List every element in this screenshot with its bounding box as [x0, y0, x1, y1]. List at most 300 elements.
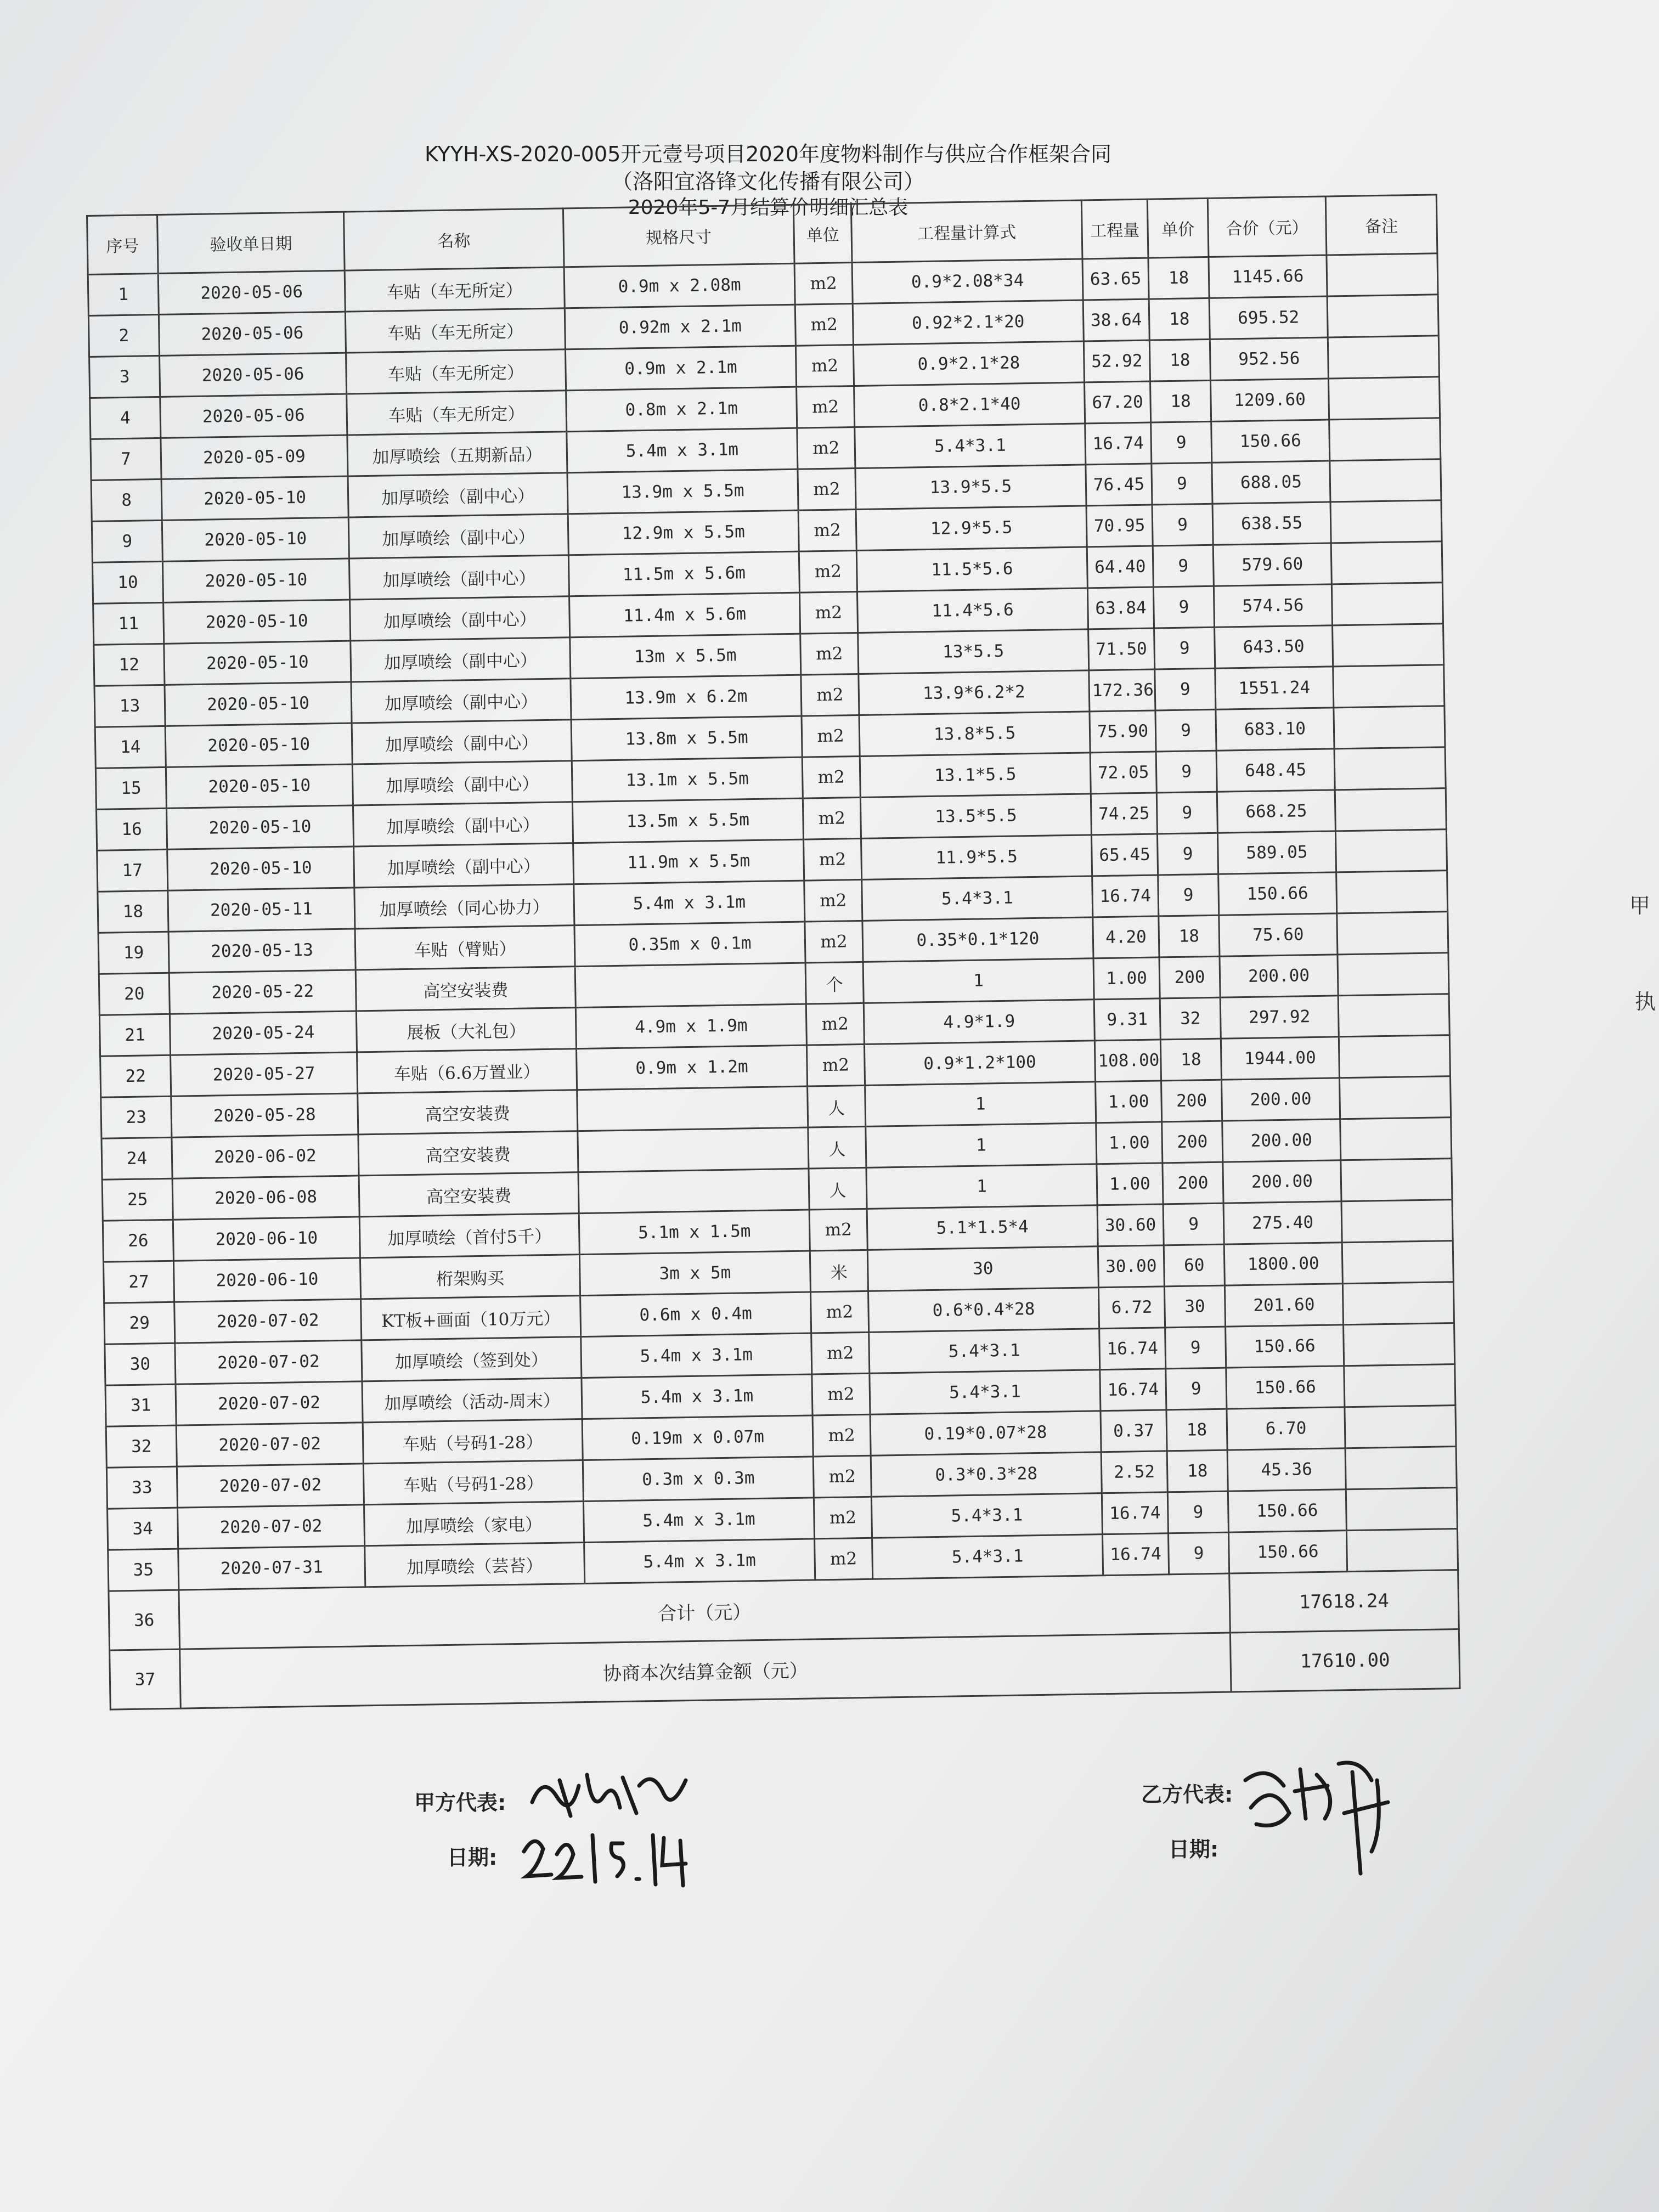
cell-date: 2020-05-10	[162, 517, 349, 561]
cell-date: 2020-05-13	[168, 929, 356, 973]
cell-formula: 0.19*0.07*28	[870, 1411, 1101, 1456]
cell-price: 9	[1152, 504, 1213, 546]
cell-spec: 5.4m x 3.1m	[584, 1539, 815, 1584]
header-no: 序号	[87, 215, 159, 274]
cell-remark	[1340, 1118, 1452, 1160]
cell-remark	[1344, 1364, 1455, 1407]
cell-price: 18	[1149, 298, 1210, 340]
cell-name: 车贴（6.6万置业）	[357, 1049, 577, 1093]
cell-unit: m2	[795, 345, 854, 387]
cell-unit: m2	[794, 263, 853, 305]
cell-spec: 0.3m x 0.3m	[583, 1457, 814, 1502]
cell-formula: 5.4*3.1	[871, 1493, 1102, 1538]
cell-date: 2020-05-11	[168, 888, 355, 932]
cell-remark	[1345, 1447, 1457, 1489]
cell-amount: 200.00	[1222, 1078, 1340, 1121]
cell-no: 21	[99, 1014, 170, 1056]
cell-remark	[1342, 1282, 1454, 1325]
cell-spec: 0.8m x 2.1m	[566, 387, 797, 432]
cell-qty: 65.45	[1091, 834, 1158, 876]
cell-spec: 0.35m x 0.1m	[574, 922, 805, 967]
header-formula: 工程量计算式	[851, 200, 1082, 263]
cell-qty: 16.74	[1085, 422, 1152, 465]
table-body	[88, 253, 1458, 1591]
cell-qty: 71.50	[1088, 628, 1155, 670]
cell-no: 3	[89, 356, 160, 398]
cell-name: 加厚喷绘（签到处）	[362, 1337, 582, 1381]
cell-spec	[577, 1086, 808, 1131]
cell-remark	[1335, 788, 1446, 831]
cell-name: 车贴（车无所定）	[346, 349, 566, 394]
cell-name: 高空安装费	[359, 1172, 579, 1217]
cell-spec	[578, 1169, 809, 1214]
cell-date: 2020-07-31	[178, 1546, 365, 1590]
cell-amount: 1209.60	[1210, 379, 1329, 421]
cell-price: 18	[1149, 339, 1210, 381]
cell-spec: 4.9m x 1.9m	[575, 1004, 806, 1049]
cell-formula: 0.9*2.1*28	[853, 341, 1084, 386]
cell-amount: 200.00	[1222, 1119, 1341, 1162]
cell-qty: 2.52	[1101, 1451, 1167, 1493]
cell-qty: 72.05	[1090, 752, 1156, 794]
cell-date: 2020-05-06	[158, 270, 345, 314]
cell-no: 16	[97, 808, 167, 850]
cell-no: 11	[93, 602, 164, 645]
cell-unit: m2	[798, 510, 856, 552]
cell-remark	[1339, 1035, 1450, 1078]
cell-price: 18	[1150, 380, 1211, 422]
margin-char-1: 甲	[1629, 894, 1651, 918]
cell-spec: 0.92m x 2.1m	[565, 304, 795, 349]
cell-price: 32	[1160, 997, 1221, 1040]
cell-unit: m2	[805, 921, 863, 963]
cell-formula: 13.1*5.5	[860, 753, 1091, 798]
cell-date: 2020-05-10	[164, 641, 351, 685]
header-unit: 单位	[793, 204, 852, 264]
cell-formula: 12.9*5.5	[856, 506, 1087, 551]
cell-price: 18	[1159, 915, 1220, 957]
cell-price: 200	[1162, 1121, 1223, 1163]
party-a-date-label: 日期:	[447, 1846, 498, 1870]
cell-amount: 150.66	[1218, 872, 1337, 915]
cell-price: 18	[1167, 1450, 1228, 1492]
cell-remark	[1333, 665, 1444, 708]
cell-no: 14	[95, 726, 166, 768]
cell-amount: 6.70	[1227, 1407, 1345, 1450]
party-b-signature	[1234, 1747, 1399, 1879]
cell-spec: 5.4m x 3.1m	[574, 881, 805, 926]
cell-formula: 0.6*0.4*28	[868, 1288, 1099, 1333]
cell-no: 9	[92, 520, 162, 562]
cell-name: 车贴（号码1-28）	[363, 1460, 583, 1505]
cell-formula: 0.9*1.2*100	[864, 1041, 1095, 1086]
cell-price: 9	[1158, 874, 1219, 916]
cell-spec: 5.4m x 3.1m	[567, 428, 798, 473]
cell-qty: 74.25	[1091, 793, 1157, 835]
cell-date: 2020-05-10	[162, 558, 349, 602]
cell-no: 24	[101, 1137, 172, 1180]
cell-spec: 13m x 5.5m	[570, 634, 801, 679]
cell-qty: 0.37	[1101, 1410, 1167, 1452]
company-name: （洛阳宜洛锋文化传播有限公司）	[611, 170, 924, 194]
cell-no: 26	[103, 1220, 173, 1262]
cell-name: 加厚喷绘（副中心）	[351, 637, 571, 682]
cell-name: KT板+画面（10万元）	[361, 1296, 581, 1340]
total-value: 17618.24	[1229, 1570, 1459, 1633]
cell-name: 加厚喷绘（同心协力）	[354, 884, 574, 929]
cell-name: 高空安装费	[358, 1131, 578, 1176]
cell-name: 加厚喷绘（副中心）	[350, 596, 570, 641]
cell-unit: m2	[802, 715, 860, 757]
cell-qty: 108.00	[1094, 1040, 1161, 1082]
cell-unit: m2	[806, 1044, 865, 1086]
cell-no: 18	[98, 890, 168, 933]
cell-price: 18	[1148, 257, 1209, 299]
cell-spec: 11.5m x 5.6m	[568, 551, 799, 596]
cell-amount: 200.00	[1220, 955, 1338, 997]
cell-no: 30	[105, 1343, 176, 1385]
cell-name: 加厚喷绘（副中心）	[349, 555, 569, 600]
cell-spec: 11.4m x 5.6m	[569, 592, 800, 637]
margin-char-2: 执	[1635, 990, 1656, 1014]
cell-remark	[1344, 1323, 1455, 1366]
cell-spec: 0.19m x 0.07m	[582, 1415, 813, 1460]
cell-amount: 201.60	[1224, 1284, 1343, 1327]
cell-date: 2020-07-02	[177, 1464, 364, 1508]
cell-date: 2020-06-10	[173, 1217, 360, 1261]
settlement-row-number: 37	[110, 1649, 181, 1709]
document-title: KYYH-XS-2020-005开元壹号项目2020年度物料制作与供应合作框架合同	[425, 142, 1111, 166]
cell-remark	[1328, 377, 1440, 420]
cell-remark	[1341, 1159, 1452, 1201]
cell-amount: 150.66	[1226, 1366, 1345, 1409]
cell-amount: 75.60	[1219, 913, 1338, 956]
cell-formula: 5.4*3.1	[855, 424, 1086, 469]
cell-spec: 13.9m x 5.5m	[567, 469, 798, 514]
cell-price: 9	[1155, 709, 1216, 752]
cell-price: 9	[1153, 545, 1214, 587]
cell-date: 2020-05-10	[166, 764, 353, 808]
cell-unit: m2	[813, 1455, 871, 1498]
cell-name: 加厚喷绘（副中心）	[351, 679, 571, 723]
party-a-label: 甲方代表:	[414, 1791, 506, 1815]
cell-no: 32	[106, 1425, 177, 1468]
cell-formula: 13.5*5.5	[860, 794, 1091, 839]
cell-price: 9	[1163, 1203, 1224, 1245]
cell-spec: 13.8m x 5.5m	[571, 716, 802, 761]
cell-date: 2020-05-06	[160, 353, 347, 397]
cell-name: 加厚喷绘（副中心）	[348, 473, 568, 517]
cell-amount: 643.50	[1215, 625, 1333, 668]
cell-formula: 5.4*3.1	[862, 876, 1093, 921]
cell-price: 9	[1166, 1368, 1227, 1410]
cell-qty: 1.00	[1096, 1081, 1162, 1123]
cell-amount: 150.66	[1228, 1489, 1346, 1532]
cell-formula: 5.4*3.1	[869, 1329, 1100, 1374]
cell-remark	[1337, 912, 1448, 955]
cell-no: 31	[105, 1384, 176, 1426]
cell-qty: 76.45	[1086, 464, 1152, 506]
cell-date: 2020-07-02	[178, 1505, 365, 1549]
cell-no: 34	[108, 1508, 178, 1550]
cell-no: 22	[100, 1055, 171, 1097]
cell-amount: 579.60	[1213, 543, 1331, 586]
cell-name: 加厚喷绘（副中心）	[354, 843, 574, 888]
cell-name: 车贴（号码1-28）	[363, 1419, 583, 1464]
cell-qty: 1.00	[1093, 957, 1160, 1000]
cell-amount: 275.40	[1223, 1201, 1342, 1244]
cell-name: 加厚喷绘（家电）	[364, 1502, 584, 1546]
cell-formula: 1	[865, 1082, 1096, 1127]
cell-amount: 648.45	[1216, 749, 1335, 792]
cell-formula: 11.5*5.6	[856, 547, 1087, 592]
cell-unit: m2	[809, 1209, 867, 1251]
party-a-date-handwritten	[518, 1824, 694, 1890]
cell-price: 18	[1166, 1409, 1227, 1451]
cell-date: 2020-05-10	[165, 723, 352, 767]
cell-formula: 13*5.5	[858, 629, 1089, 674]
cell-date: 2020-05-10	[163, 600, 351, 644]
cell-price: 9	[1157, 833, 1218, 875]
cell-qty: 16.74	[1099, 1328, 1166, 1370]
cell-price: 9	[1154, 627, 1215, 669]
cell-spec: 5.4m x 3.1m	[581, 1333, 812, 1378]
cell-qty: 1.00	[1097, 1163, 1163, 1205]
cell-amount: 1944.00	[1221, 1037, 1339, 1080]
cell-formula: 0.92*2.1*20	[853, 300, 1084, 345]
cell-spec: 0.9m x 2.1m	[565, 346, 796, 391]
table-title: 2020年5-7月结算价明细汇总表	[628, 196, 909, 219]
cell-qty: 16.74	[1092, 875, 1159, 917]
cell-remark	[1327, 253, 1438, 296]
cell-price: 9	[1151, 421, 1212, 464]
cell-amount: 1800.00	[1224, 1243, 1342, 1285]
cell-qty: 172.36	[1089, 669, 1155, 712]
cell-remark	[1331, 583, 1443, 625]
cell-unit: 米	[810, 1250, 868, 1292]
cell-no: 35	[108, 1549, 179, 1591]
cell-amount: 574.56	[1214, 584, 1332, 627]
cell-qty: 63.65	[1082, 258, 1149, 300]
settlement-table	[86, 194, 1461, 1710]
cell-remark	[1329, 418, 1441, 461]
cell-unit: m2	[810, 1291, 868, 1333]
cell-date: 2020-05-22	[169, 970, 356, 1014]
cell-date: 2020-06-08	[172, 1176, 359, 1220]
cell-qty: 16.74	[1100, 1369, 1166, 1411]
cell-name: 加厚喷绘（副中心）	[352, 720, 572, 764]
header-remark: 备注	[1325, 195, 1437, 255]
cell-date: 2020-05-06	[160, 394, 347, 438]
cell-price: 9	[1165, 1327, 1226, 1369]
cell-name: 车贴（车无所定）	[345, 308, 565, 353]
cell-name: 加厚喷绘（活动-周末）	[362, 1378, 582, 1423]
cell-no: 17	[97, 849, 168, 891]
cell-spec: 3m x 5m	[579, 1251, 810, 1296]
cell-no: 8	[91, 479, 162, 521]
cell-formula: 0.35*0.1*120	[862, 917, 1093, 962]
header-price: 单价	[1147, 198, 1209, 258]
cell-price: 9	[1152, 462, 1212, 505]
cell-no: 23	[101, 1096, 172, 1138]
cell-spec: 0.9m x 1.2m	[576, 1045, 807, 1090]
cell-name: 车贴（车无所定）	[345, 267, 565, 312]
cell-formula: 13.8*5.5	[859, 712, 1090, 757]
cell-spec: 0.6m x 0.4m	[580, 1292, 811, 1337]
cell-qty: 6.72	[1098, 1286, 1165, 1329]
cell-amount: 1551.24	[1215, 667, 1334, 709]
settlement-label: 协商本次结算金额（元）	[180, 1633, 1231, 1708]
header-amount: 合价（元）	[1207, 196, 1327, 257]
header-date: 验收单日期	[157, 212, 345, 273]
cell-amount: 150.66	[1226, 1325, 1344, 1368]
cell-remark	[1335, 830, 1447, 872]
cell-name: 车贴（车无所定）	[347, 391, 567, 435]
cell-amount: 200.00	[1223, 1160, 1341, 1203]
cell-date: 2020-05-06	[159, 312, 346, 356]
cell-no: 4	[90, 397, 161, 439]
cell-qty: 1.00	[1096, 1122, 1163, 1164]
cell-date: 2020-07-02	[174, 1299, 362, 1343]
cell-price: 200	[1161, 1080, 1222, 1122]
cell-formula: 30	[867, 1246, 1098, 1291]
cell-formula: 11.4*5.6	[857, 588, 1088, 633]
cell-formula: 13.9*5.5	[855, 465, 1086, 510]
cell-formula: 11.9*5.5	[861, 835, 1092, 880]
settlement-value: 17610.00	[1230, 1629, 1460, 1692]
cell-spec: 11.9m x 5.5m	[573, 839, 804, 884]
cell-formula: 5.4*3.1	[872, 1534, 1103, 1579]
cell-name: 桁架购买	[360, 1255, 580, 1299]
cell-name: 高空安装费	[356, 967, 575, 1011]
cell-unit: m2	[804, 879, 862, 922]
cell-unit: 人	[809, 1167, 867, 1210]
total-row-number: 36	[109, 1590, 180, 1650]
cell-price: 9	[1168, 1532, 1229, 1575]
cell-formula: 1	[863, 958, 1094, 1003]
cell-spec: 5.4m x 3.1m	[583, 1498, 814, 1543]
cell-unit: m2	[795, 304, 853, 346]
cell-remark	[1330, 500, 1442, 543]
cell-formula: 0.8*2.1*40	[854, 382, 1085, 427]
cell-date: 2020-05-10	[167, 847, 354, 890]
cell-remark	[1334, 706, 1445, 749]
cell-qty: 9.31	[1094, 998, 1160, 1041]
cell-amount: 952.56	[1210, 337, 1328, 380]
cell-unit: m2	[799, 592, 857, 634]
cell-date: 2020-05-28	[171, 1093, 358, 1137]
cell-amount: 45.36	[1227, 1448, 1346, 1491]
cell-amount: 297.92	[1220, 996, 1339, 1039]
cell-name: 加厚喷绘（副中心）	[353, 802, 573, 847]
cell-remark	[1330, 459, 1441, 502]
cell-formula: 5.4*3.1	[870, 1370, 1101, 1415]
cell-unit: m2	[815, 1538, 873, 1580]
cell-name: 车贴（臂贴）	[355, 926, 575, 970]
cell-qty: 38.64	[1083, 299, 1149, 341]
cell-date: 2020-07-02	[176, 1381, 363, 1425]
cell-amount: 150.66	[1211, 420, 1330, 462]
cell-unit: m2	[812, 1373, 870, 1415]
cell-price: 200	[1163, 1162, 1223, 1204]
cell-price: 9	[1156, 792, 1217, 834]
cell-unit: 个	[805, 962, 864, 1004]
cell-formula: 1	[866, 1164, 1097, 1209]
cell-spec	[575, 963, 806, 1008]
cell-spec: 12.9m x 5.5m	[568, 510, 799, 555]
cell-unit: 人	[808, 1085, 866, 1127]
cell-qty: 30.00	[1098, 1245, 1164, 1288]
cell-price: 30	[1164, 1285, 1225, 1328]
cell-unit: m2	[797, 386, 855, 428]
cell-spec: 5.1m x 1.5m	[579, 1210, 810, 1255]
cell-no: 10	[92, 561, 163, 603]
cell-no: 25	[102, 1178, 173, 1221]
cell-date: 2020-07-02	[176, 1423, 363, 1466]
cell-name: 展板（大礼包）	[356, 1008, 576, 1052]
cell-unit: m2	[797, 427, 855, 470]
cell-remark	[1333, 624, 1444, 667]
cell-remark	[1328, 336, 1439, 379]
cell-unit: m2	[804, 838, 862, 881]
cell-remark	[1342, 1241, 1453, 1284]
cell-amount: 695.52	[1209, 296, 1328, 339]
cell-price: 9	[1153, 586, 1214, 628]
cell-unit: 人	[808, 1126, 866, 1169]
cell-remark	[1346, 1529, 1458, 1572]
cell-price: 9	[1156, 751, 1217, 793]
party-b-label: 乙方代表:	[1141, 1782, 1233, 1807]
cell-amount: 1145.66	[1209, 255, 1327, 298]
cell-date: 2020-05-09	[161, 435, 348, 479]
cell-no: 2	[88, 314, 159, 357]
cell-name: 加厚喷绘（副中心）	[348, 514, 568, 558]
cell-price: 60	[1164, 1244, 1224, 1286]
cell-spec: 0.9m x 2.08m	[564, 263, 795, 308]
party-a-signature	[527, 1764, 691, 1824]
cell-qty: 70.95	[1086, 505, 1153, 547]
cell-spec: 13.9m x 6.2m	[571, 675, 802, 720]
cell-qty: 16.74	[1102, 1533, 1169, 1576]
cell-qty: 67.20	[1085, 381, 1151, 424]
cell-remark	[1334, 747, 1446, 790]
cell-remark	[1341, 1200, 1453, 1243]
cell-spec: 13.1m x 5.5m	[572, 757, 803, 802]
cell-no: 15	[95, 767, 166, 809]
cell-no: 19	[98, 932, 169, 974]
cell-unit: m2	[814, 1497, 872, 1539]
cell-remark	[1339, 1076, 1451, 1119]
cell-date: 2020-05-10	[167, 805, 354, 849]
cell-date: 2020-05-10	[161, 476, 348, 520]
cell-qty: 4.20	[1093, 916, 1159, 958]
cell-qty: 52.92	[1084, 340, 1150, 382]
cell-remark	[1345, 1406, 1456, 1448]
cell-unit: m2	[798, 469, 856, 511]
cell-no: 13	[94, 685, 165, 727]
total-label: 合计（元）	[179, 1573, 1230, 1649]
cell-spec	[578, 1127, 809, 1172]
cell-name: 加厚喷绘（五期新品）	[347, 432, 567, 476]
cell-amount: 150.66	[1228, 1531, 1347, 1573]
cell-formula: 5.1*1.5*4	[867, 1205, 1098, 1250]
header-spec: 规格尺寸	[563, 205, 794, 267]
cell-qty: 30.60	[1097, 1204, 1164, 1246]
cell-date: 2020-05-24	[170, 1011, 357, 1055]
cell-remark	[1338, 953, 1449, 996]
cell-remark	[1336, 871, 1448, 913]
cell-amount: 668.25	[1217, 790, 1335, 833]
